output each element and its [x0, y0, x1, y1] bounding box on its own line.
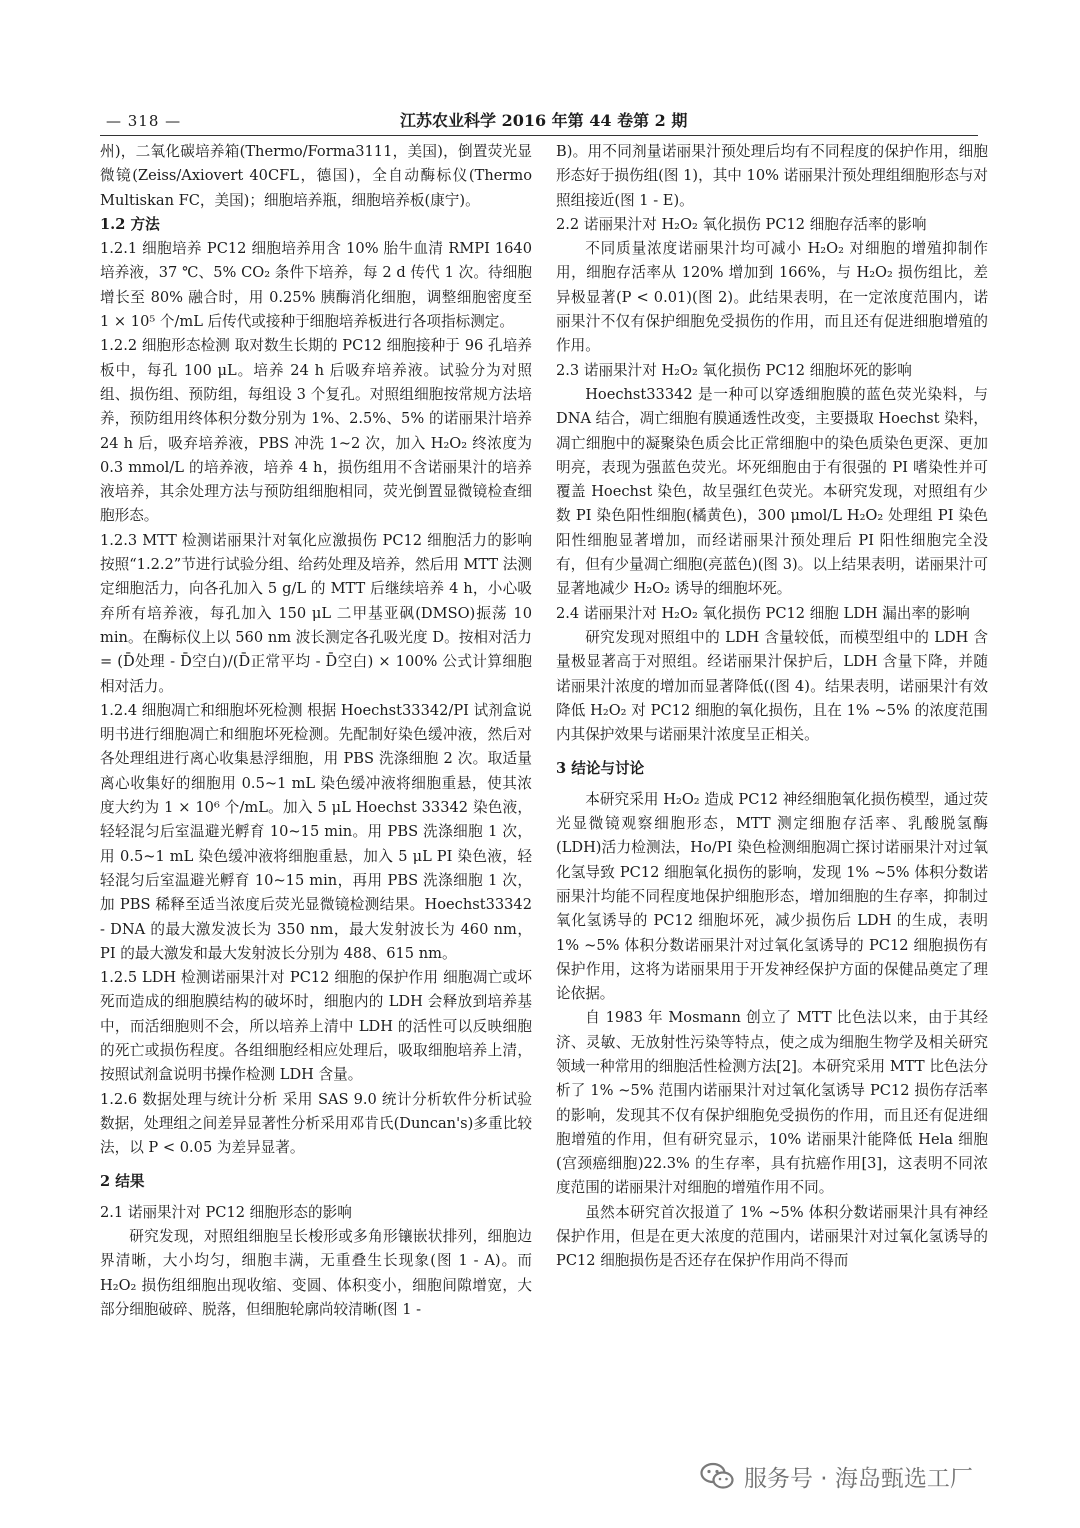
paragraph: 自 1983 年 Mosmann 创立了 MTT 比色法以来，由于其经济、灵敏、无放射性污染等特点，使之成为细胞生物学及相关研究领域一种常用的细胞活性检测方法[2]。本研究采用 MTT 比色法分析了 1% ~5% 范围内诺丽果汁对过氧化氢诱导 PC12 损伤存活率的影响，发现其不仅有保护细胞免受损伤的作用，而且还有促进细胞增殖的作用，但有研究显示，10% 诺丽果汁能降低 Hela 细胞(宫颈癌细胞)22.3% 的生存率，具有抗癌作用[3]，这表明不同浓度范围的诺丽果汁对细胞的增殖作用不同。: [556, 1009, 988, 1197]
paragraph: 1.2.2 细胞形态检测 取对数生长期的 PC12 细胞接种于 96 孔培养板中，每孔 100 μL。培养 24 h 后吸弃培养液。试验分为对照组、损伤组、预防组，每组设 3 个复孔。对照组细胞按常规方法培养，预防组用终体积分数分别为 1%、2.5%、5% 的诺丽果汁培养 24 h 后，吸弃培养液，PBS 冲洗 1~2 次，加入 H₂O₂ 终浓度为 0.3 mmol/L 的培养液，培养 4 h，损伤组用不含诺丽果汁的培养液培养，其余处理方法与预防组细胞相同，荧光倒置显微镜检查细胞形态。: [100, 337, 532, 525]
paragraph: 1.2.3 MTT 检测诺丽果汁对氧化应激损伤 PC12 细胞活力的影响 按照“1.2.2”节进行试验分组、给药处理及培养，然后用 MTT 法测定细胞活力，向各孔加入 5 g/L 的 MTT 后继续培养 4 h，小心吸弃所有培养液，每孔加入 150 μL 二甲基亚砜(DMSO)振荡 10 min。在酶标仪上以 560 nm 波长测定各孔吸光度 D。按相对活力 = (D̄处理 - D̄空白)/(D̄正常平均 - D̄空白) × 100% 公式计算细胞相对活力。: [100, 531, 532, 695]
right-column: [556, 140, 988, 1274]
paragraph: 州)，二氧化碳培养箱(Thermo/Forma3111，美国)，倒置荧光显微镜(Zeiss/Axiovert 40CFL，德国)，全自动酶标仪(Thermo Multiskan FC，美国)；细胞培养瓶，细胞培养板(康宁)。: [100, 143, 532, 209]
header-rule: [100, 135, 978, 136]
section-heading: 1.2 方法: [100, 215, 160, 233]
paragraph: 本研究采用 H₂O₂ 造成 PC12 神经细胞氧化损伤模型，通过荧光显微镜观察细胞形态，MTT 测定细胞存活率、乳酸脱氢酶(LDH)活力检测法，Ho/PI 染色检测细胞凋亡探讨诺丽果汁对过氧化氢导致 PC12 细胞氧化损伤的影响，发现 1% ~5% 体积分数诺丽果汁均能不同程度地保护细胞形态，增加细胞的生存率，抑制过氧化氢诱导的 PC12 细胞坏死，减少损伤后 LDH 的生成，表明 1% ~5% 体积分数诺丽果汁对过氧化氢诱导的 PC12 细胞损伤有保护作用，这将为诺丽果用于开发神经保护方面的保健品奠定了理论依据。: [556, 790, 988, 1003]
subsection-heading: 2.4 诺丽果汁对 H₂O₂ 氧化损伤 PC12 细胞 LDH 漏出率的影响: [556, 604, 970, 622]
paragraph: 1.2.1 细胞培养 PC12 细胞培养用含 10% 胎牛血清 RMPI 1640 培养液，37 ℃、5% CO₂ 条件下培养，每 2 d 传代 1 次。待细胞增长至 80% 融合时，用 0.25% 胰酶消化细胞，调整细胞密度至 1 × 10⁵ 个/mL 后传代或接种于细胞培养板进行各项指标测定。: [100, 240, 532, 331]
paragraph: 研究发现，对照组细胞呈长梭形或多角形镶嵌状排列，细胞边界清晰，大小均匀，细胞丰满，无重叠生长现象(图 1 - A)。而 H₂O₂ 损伤组细胞出现收缩、变圆、体积变小，细胞间隙增宽，大部分细胞破碎、脱落，但细胞轮廓尚较清晰(图 1 -: [100, 1228, 532, 1318]
paragraph: 研究发现对照组中的 LDH 含量较低，而模型组中的 LDH 含量极显著高于对照组。经诺丽果汁保护后，LDH 含量下降，并随诺丽果汁浓度的增加而显著降低((图 4)。结果表明，诺丽果汁有效降低 H₂O₂ 对 PC12 细胞的氧化损伤，且在 1% ~5% 的浓度范围内其保护效果与诺丽果汁浓度呈正相关。: [556, 628, 988, 744]
section-heading: 2 结果: [100, 1173, 145, 1191]
section-heading: 3 结论与讨论: [556, 760, 645, 778]
paragraph: Hoechst33342 是一种可以穿透细胞膜的蓝色荧光染料，与 DNA 结合，凋亡细胞有膜通透性改变，主要摄取 Hoechst 染料，凋亡细胞中的凝聚染色质会比正常细胞中的染色质染色更深、更加明亮，表现为强蓝色荧光。坏死细胞由于有很强的 PI 嗜染性并可覆盖 Hoechst 染色，故呈强红色荧光。本研究发现，对照组有少数 PI 染色阳性细胞(橘黄色)，300 μmol/L H₂O₂ 处理组 PI 染色阳性细胞显著增加，而经诺丽果汁预处理后 PI 阳性细胞完全没有，但有少量凋亡细胞(亮蓝色)(图 3)。以上结果表明，诺丽果汁可显著地减少 H₂O₂ 诱导的细胞坏死。: [556, 385, 988, 598]
paragraph: 不同质量浓度诺丽果汁均可减小 H₂O₂ 对细胞的增殖抑制作用，细胞存活率从 120% 增加到 166%，与 H₂O₂ 损伤组比，差异极显著(P < 0.01)(图 2)。此结果表明，在一定浓度范围内，诺丽果汁不仅有保护细胞免受损伤的作用，而且还有促进细胞增殖的作用。: [556, 240, 988, 355]
paragraph: 1.2.6 数据处理与统计分析 采用 SAS 9.0 统计分析软件分析试验数据，处理组之间差异显著性分析采用邓肯氏(Duncan's)多重比较法，以 P < 0.05 为差异显著。: [100, 1090, 532, 1157]
subsection-heading: 2.1 诺丽果汁对 PC12 细胞形态的影响: [100, 1203, 352, 1221]
watermark-text: 服务号 · 海岛甄选工厂: [744, 1465, 973, 1492]
journal-issue: 江苏农业科学 2016 年第 44 卷第 2 期: [400, 111, 688, 130]
wechat-icon: [700, 1462, 734, 1490]
paragraph: B)。用不同剂量诺丽果汁预处理后均有不同程度的保护作用，细胞形态好于损伤组(图 1)，其中 10% 诺丽果汁预处理组细胞形态与对照组接近(图 1 - E)。: [556, 143, 988, 209]
paragraph: 1.2.5 LDH 检测诺丽果汁对 PC12 细胞的保护作用 细胞凋亡或坏死而造成的细胞膜结构的破坏时，细胞内的 LDH 会释放到培养基中，而活细胞则不会，所以培养上清中 LDH 的活性可以反映细胞的死亡或损伤程度。各组细胞经相应处理后，吸取细胞培养上清，按照试剂盒说明书操作检测 LDH 含量。: [100, 969, 532, 1084]
subsection-heading: 2.3 诺丽果汁对 H₂O₂ 氧化损伤 PC12 细胞坏死的影响: [556, 361, 912, 379]
watermark: [700, 1456, 973, 1496]
paragraph: 1.2.4 细胞凋亡和细胞坏死检测 根据 Hoechst33342/PI 试剂盒说明书进行细胞凋亡和细胞坏死检测。先配制好染色缓冲液，然后对各处理组进行离心收集悬浮细胞，用 PBS 洗涤细胞 2 次。取适量离心收集好的细胞用 0.5~1 mL 染色缓冲液将细胞重悬，使其浓度大约为 1 × 10⁶ 个/mL。加入 5 μL Hoechst 33342 染色液，轻轻混匀后室温避光孵育 10~15 min。用 PBS 洗涤细胞 1 次，用 0.5~1 mL 染色缓冲液将细胞重悬，加入 5 μL PI 染色液，轻轻混匀后室温避光孵育 10~15 min，再用 PBS 洗涤细胞 1 次，加 PBS 稀释至适当浓度后荧光显微镜检测结果。Hoechst33342 - DNA 的最大激发波长为 350 nm，最大发射波长为 460 nm，PI 的最大激发和最大发射波长分别为 488、615 nm。: [100, 701, 532, 962]
subsection-heading: 2.2 诺丽果汁对 H₂O₂ 氧化损伤 PC12 细胞存活率的影响: [556, 215, 927, 233]
page-number: — 318 —: [106, 112, 182, 130]
left-column: [100, 140, 532, 1322]
page-header: [100, 104, 980, 134]
paragraph: 虽然本研究首次报道了 1% ~5% 体积分数诺丽果汁具有神经保护作用，但是在更大浓度的范围内，诺丽果汁对过氧化氢诱导的 PC12 细胞损伤是否还存在保护作用尚不得而: [556, 1203, 988, 1270]
